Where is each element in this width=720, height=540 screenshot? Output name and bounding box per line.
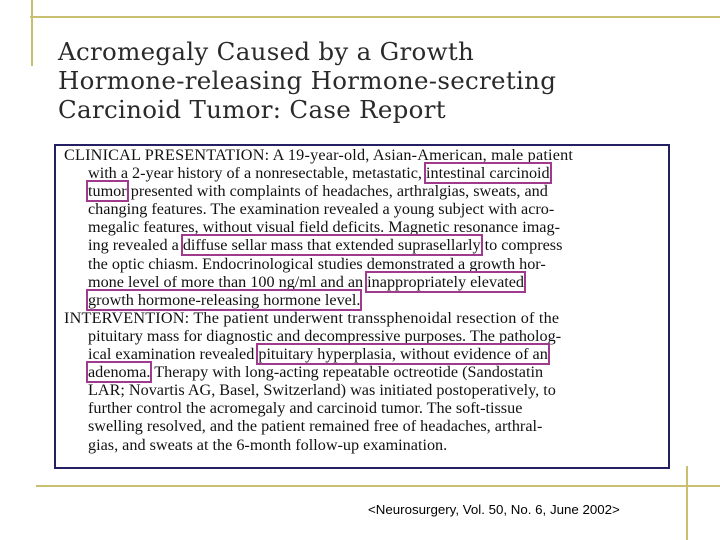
abstract-line — [64, 146, 670, 164]
abstract-line: further control the acromegaly and carcinoid tumor. The soft-tissue — [88, 399, 523, 418]
citation: <Neurosurgery, Vol. 50, No. 6, June 2002> — [368, 502, 620, 517]
abstract-text-span: A 19-year-old, Asian-American, male patient — [269, 146, 574, 164]
abstract-text-span: ing revealed a — [88, 236, 183, 255]
abstract-text — [64, 146, 670, 454]
slide-rule-bottom — [36, 485, 720, 487]
abstract-line — [64, 363, 670, 381]
abstract-text-span: with a 2-year history of a nonresectable, metastatic, — [88, 164, 427, 183]
abstract-text-span: ical examination revealed — [88, 345, 259, 364]
abstract-line: swelling resolved, and the patient remained free of headaches, arthral- — [88, 417, 543, 436]
abstract-text-span: to compress — [480, 236, 563, 255]
paper-title-line-1: Acromegaly Caused by a Growth — [58, 37, 475, 66]
abstract-line — [64, 273, 670, 291]
abstract-line — [64, 291, 670, 309]
highlight-inappropriately-elevated: inappropriately elevated — [367, 272, 525, 291]
abstract-line — [64, 182, 670, 200]
abstract-line: pituitary mass for diagnostic and decompressive purposes. The patholog- — [88, 326, 562, 345]
highlight-intestinal-carcinoid: intestinal carcinoid — [426, 164, 550, 183]
highlight-pituitary-hyperplasia: pituitary hyperplasia, without evidence of an — [258, 345, 548, 364]
abstract-line — [64, 345, 670, 363]
section-heading-clinical: CLINICAL PRESENTATION: — [64, 146, 270, 164]
abstract-line: changing features. The examination revealed a young subject with acro- — [88, 200, 555, 219]
slide-rule-left — [31, 0, 33, 66]
highlight-tumor: tumor — [88, 182, 127, 201]
abstract-text-span: The patient underwent transsphenoidal resection of the — [189, 308, 560, 327]
abstract-line: LAR; Novartis AG, Basel, Switzerland) was initiated postoperatively, to — [88, 381, 556, 400]
paper-title-line-2: Hormone-releasing Hormone-secreting — [58, 66, 557, 95]
abstract-text-span: mone level of more than 100 ng/ml and an — [88, 272, 368, 291]
highlight-sellar-mass: diffuse sellar mass that extended suprasellarly — [182, 236, 481, 255]
section-heading-intervention: INTERVENTION: — [64, 308, 190, 327]
paper-title — [58, 37, 698, 124]
highlight-ghrh-level: growth hormone-releasing hormone level. — [88, 290, 361, 309]
abstract-line — [64, 236, 670, 254]
highlight-adenoma: adenoma. — [88, 363, 151, 382]
abstract-line: gias, and sweats at the 6-month follow-up examination. — [88, 435, 448, 454]
abstract-line: the optic chiasm. Endocrinological studies demonstrated a growth hor- — [88, 254, 546, 273]
abstract-line: megalic features, without visual field deficits. Magnetic resonance imag- — [88, 218, 560, 237]
paper-title-line-3: Carcinoid Tumor: Case Report — [58, 95, 446, 124]
abstract-text-span: presented with complaints of headaches, arthralgias, sweats, and — [126, 182, 548, 201]
slide-rule-top — [30, 16, 720, 18]
abstract-line — [64, 309, 670, 327]
abstract-text-span: Therapy with long-acting repeatable octreotide (Sandostatin — [150, 363, 544, 382]
abstract-line — [64, 164, 670, 182]
